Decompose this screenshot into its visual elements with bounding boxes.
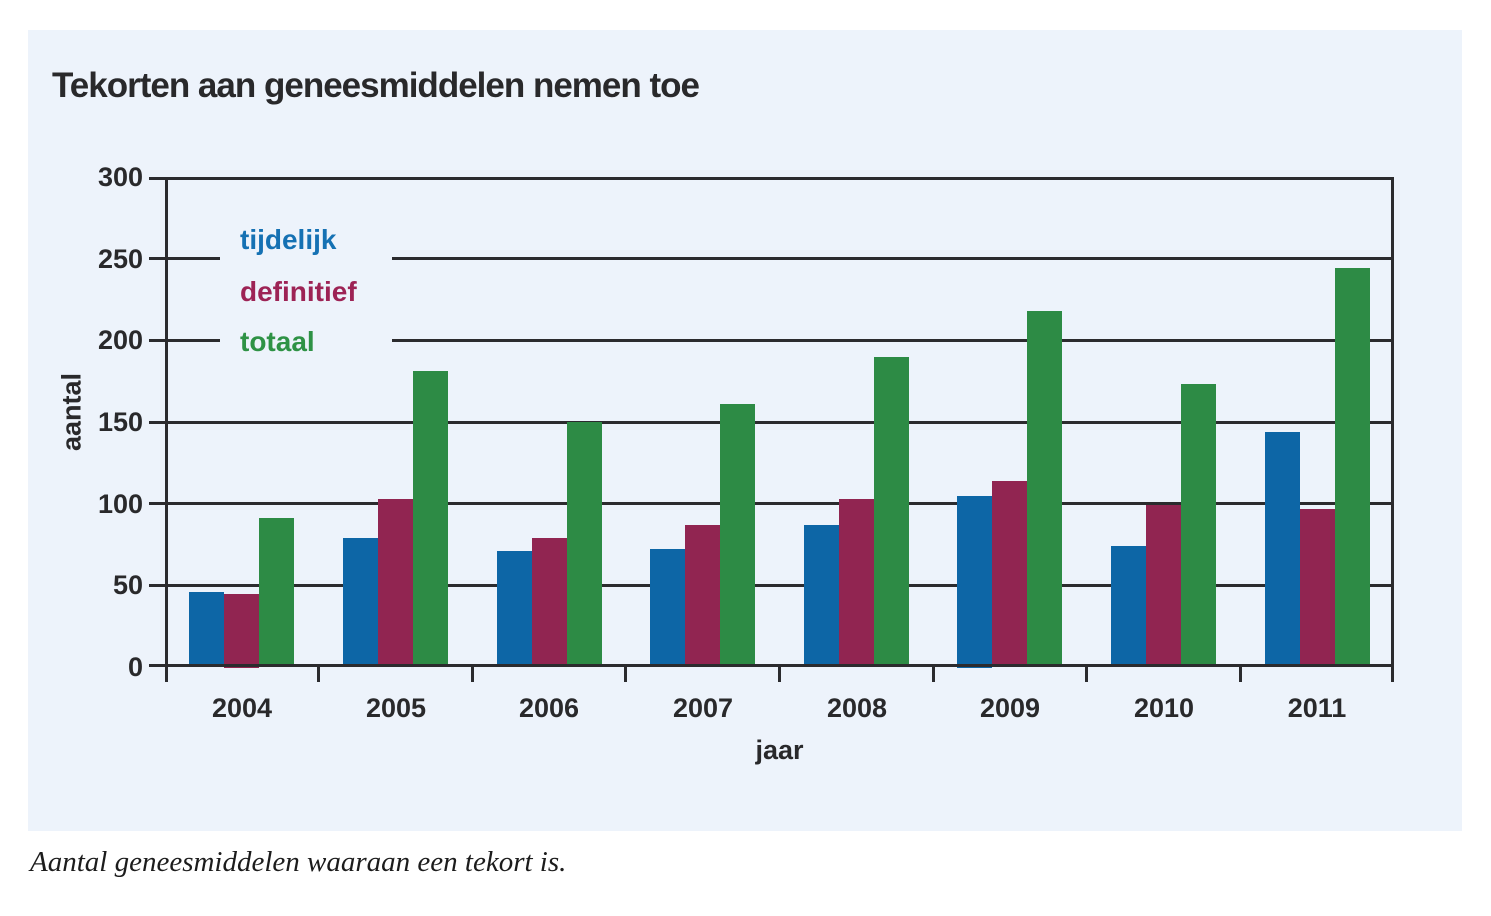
bar-tijdelijk-2010: [1111, 546, 1146, 667]
legend-label-definitief: definitief: [240, 276, 357, 307]
legend-label-totaal: totaal: [240, 326, 315, 357]
bar-definitief-2006: [532, 538, 567, 667]
y-tick-100: [149, 502, 165, 505]
y-tick-label-0: 0: [127, 652, 143, 682]
bar-definitief-2011: [1300, 509, 1335, 667]
x-tick-label-2005: 2005: [365, 693, 427, 723]
plot-right-border: [1391, 177, 1394, 682]
bar-tijdelijk-2009: [957, 496, 992, 668]
y-tick-label-250: 250: [97, 244, 143, 274]
x-tick-3: [624, 664, 627, 682]
y-tick-150: [149, 421, 165, 424]
y-tick-50: [149, 584, 165, 587]
bar-tijdelijk-2007: [650, 549, 685, 667]
bar-definitief-2009: [992, 481, 1027, 667]
y-tick-label-150: 150: [97, 407, 143, 437]
bar-tijdelijk-2011: [1265, 432, 1300, 667]
plot-area: [97, 162, 1394, 765]
figure-caption: Aantal geneesmiddelen waaraan een tekort is.: [30, 846, 567, 878]
y-axis-line: [165, 177, 168, 682]
bar-definitief-2008: [839, 499, 874, 667]
x-tick-label-2004: 2004: [211, 693, 273, 723]
legend-label-tijdelijk: tijdelijk: [240, 224, 337, 255]
x-axis-title: jaar: [755, 735, 804, 765]
bar-definitief-2005: [378, 499, 413, 667]
bar-totaal-2009: [1027, 311, 1062, 667]
y-tick-0: [149, 664, 165, 667]
x-tick-label-2006: 2006: [518, 693, 580, 723]
bar-tijdelijk-2008: [804, 525, 839, 667]
chart-title: Tekorten aan geneesmiddelen nemen toe: [52, 66, 699, 105]
bar-definitief-2004: [224, 594, 259, 668]
bar-tijdelijk-2004: [189, 592, 224, 667]
x-tick-label-2010: 2010: [1133, 693, 1195, 723]
x-tick-5: [932, 664, 935, 682]
y-tick-label-50: 50: [112, 570, 143, 600]
bar-totaal-2011: [1335, 268, 1370, 667]
x-tick-7: [1239, 664, 1242, 682]
y-tick-label-300: 300: [97, 162, 143, 192]
y-axis-title: aantal: [56, 372, 87, 452]
bar-definitief-2010: [1146, 505, 1181, 667]
x-tick-4: [778, 664, 781, 682]
bar-totaal-2004: [259, 518, 294, 667]
x-tick-2: [471, 664, 474, 682]
y-tick-label-100: 100: [97, 489, 143, 519]
bar-definitief-2007: [685, 525, 720, 667]
bar-totaal-2006: [567, 422, 602, 667]
y-tick-300: [149, 177, 165, 180]
bar-tijdelijk-2006: [497, 551, 532, 667]
bar-totaal-2005: [413, 371, 448, 667]
x-tick-label-2011: 2011: [1287, 693, 1347, 723]
y-tick-250: [149, 257, 165, 260]
bar-totaal-2010: [1181, 384, 1216, 667]
x-tick-1: [317, 664, 320, 682]
bar-totaal-2007: [720, 404, 755, 667]
y-tick-200: [149, 339, 165, 342]
bar-tijdelijk-2005: [343, 538, 378, 667]
y-tick-label-200: 200: [97, 325, 143, 355]
x-tick-label-2007: 2007: [672, 693, 734, 723]
chart-panel: [28, 30, 1462, 831]
x-axis-line: [149, 664, 1394, 667]
x-tick-label-2008: 2008: [826, 693, 888, 723]
x-tick-label-2009: 2009: [979, 693, 1041, 723]
x-tick-6: [1085, 664, 1088, 682]
plot-top-border: [165, 177, 1394, 180]
bar-totaal-2008: [874, 357, 909, 667]
